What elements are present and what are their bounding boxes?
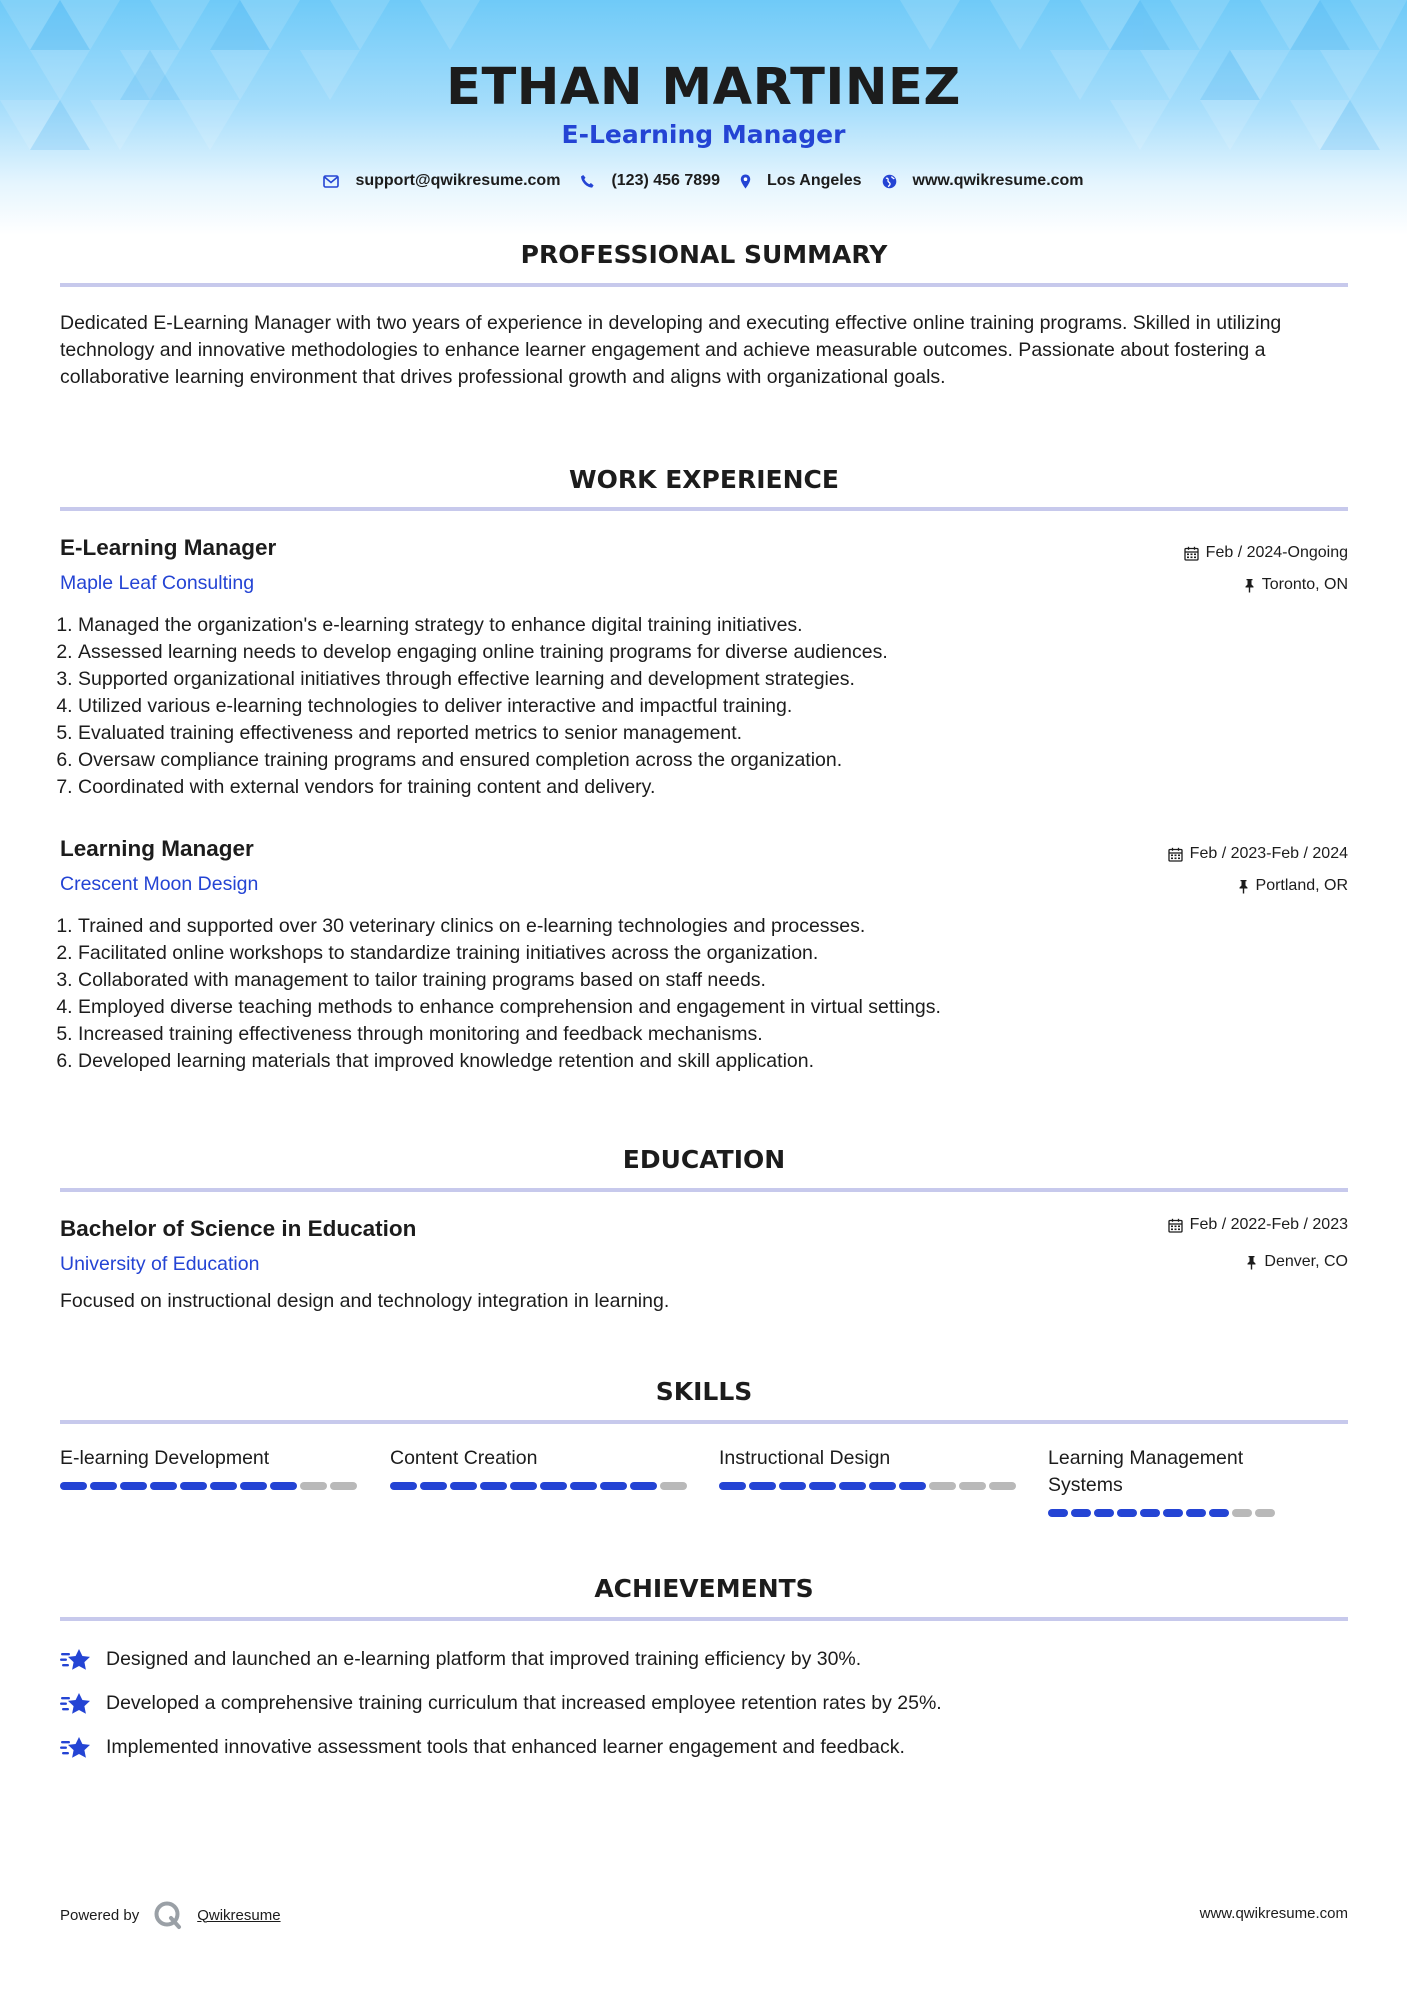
job-location [1238,877,1348,895]
skill-level-segment [180,1482,207,1490]
skill-level-segment [989,1482,1016,1490]
skill-level-segment [869,1482,896,1490]
skill-level-segment [570,1482,597,1490]
job-company: Maple Leaf Consulting [60,572,255,594]
job-location-text: Portland, OR [1255,877,1348,894]
skill-name: Learning Management Systems [1048,1447,1244,1496]
triangle-pattern [0,0,1407,235]
skill-level-segment [210,1482,237,1490]
summary-divider [60,283,1348,287]
candidate-role: E-Learning Manager [561,120,846,149]
achievement-item [60,1733,905,1761]
skill-level-segment [1094,1509,1114,1517]
skill-level-segment [1186,1509,1206,1517]
job-company: Crescent Moon Design [60,873,259,895]
calendar-icon [1184,546,1199,561]
star-icon [60,1733,94,1761]
skill-item [1048,1445,1278,1517]
job-dates-text: Feb / 2023-Feb / 2024 [1189,845,1348,862]
skill-level-segment [90,1482,117,1490]
degree-title: Bachelor of Science in Education [60,1216,417,1241]
contact-location [740,172,862,190]
skill-level-segment [1071,1509,1091,1517]
calendar-icon [1168,1218,1183,1233]
list-item: 1. Trained and supported over 30 veterinary clinics on e-learning technologies and processes. [78,913,1358,940]
star-icon [60,1645,94,1673]
job-dates-text: Feb / 2024-Ongoing [1205,544,1348,561]
skill-level-segment [480,1482,507,1490]
list-item: 2. Assessed learning needs to develop engaging online training programs for diverse audiences. [78,639,1358,666]
list-item: 4. Employed diverse teaching methods to enhance comprehension and engagement in virtual settings. [78,994,1358,1021]
skill-level-segment [1140,1509,1160,1517]
skill-item [60,1445,360,1490]
skill-level-segment [450,1482,477,1490]
skill-level-bar [390,1482,690,1490]
skill-level-segment [719,1482,746,1490]
envelope-icon [323,175,339,188]
job-location [1244,576,1348,594]
list-item: 5. Evaluated training effectiveness and reported metrics to senior management. [78,720,1358,747]
list-item: 4. Utilized various e-learning technologies to deliver interactive and impactful training. [78,693,1358,720]
education-heading: EDUCATION [622,1145,786,1174]
pushpin-icon [1246,1255,1257,1270]
candidate-name: ETHAN MARTINEZ [446,58,961,117]
skill-level-segment [899,1482,926,1490]
list-item: 6. Oversaw compliance training programs and ensured completion across the organization. [78,747,1358,774]
contact-phone[interactable] [580,172,720,190]
pushpin-icon [1238,879,1249,894]
footer-powered-by [60,1900,281,1930]
skill-item [719,1445,1019,1490]
education-location [1246,1253,1348,1271]
header-background [0,0,1407,235]
education-divider [60,1188,1348,1192]
footer-website[interactable]: www.qwikresume.com [1199,1905,1348,1922]
skill-level-segment [240,1482,267,1490]
achievement-text: Implemented innovative assessment tools that enhanced learner engagement and feedback. [106,1735,905,1758]
contact-email-text: support@qwikresume.com [355,172,561,189]
skill-level-segment [270,1482,297,1490]
job-title: Learning Manager [60,836,254,861]
education-location-text: Denver, CO [1264,1253,1348,1270]
map-pin-icon [740,174,751,189]
list-item: 7. Coordinated with external vendors for training content and delivery. [78,774,1358,801]
school-name: University of Education [60,1253,260,1275]
contact-location-text: Los Angeles [766,172,862,189]
skill-level-segment [1163,1509,1183,1517]
contact-phone-text: (123) 456 7899 [611,172,720,189]
qwikresume-link[interactable]: Qwikresume [197,1906,281,1924]
achievement-item [60,1689,942,1717]
education-description: Focused on instructional design and technology integration in learning. [60,1290,670,1312]
job-location-text: Toronto, ON [1261,576,1348,593]
achievements-divider [60,1617,1348,1621]
skill-name: E-learning Development [60,1447,270,1469]
skill-level-segment [779,1482,806,1490]
skill-level-segment [60,1482,87,1490]
skill-level-segment [1209,1509,1229,1517]
contact-website[interactable] [882,172,1084,190]
skill-level-segment [1232,1509,1252,1517]
achievements-heading: ACHIEVEMENTS [594,1574,814,1603]
skill-level-segment [839,1482,866,1490]
skill-level-segment [660,1482,687,1490]
job-dates [1168,845,1348,863]
skill-level-segment [420,1482,447,1490]
skill-level-segment [809,1482,836,1490]
skill-item [390,1445,690,1490]
contact-website-text: www.qwikresume.com [912,172,1084,189]
skill-name: Instructional Design [719,1447,891,1469]
skills-heading: SKILLS [655,1377,753,1406]
skill-name: Content Creation [390,1447,538,1469]
skill-level-segment [510,1482,537,1490]
skill-level-segment [330,1482,357,1490]
list-item: 6. Developed learning materials that improved knowledge retention and skill application. [78,1048,1358,1075]
skills-divider [60,1420,1348,1424]
skill-level-segment [1117,1509,1137,1517]
job-title: E-Learning Manager [60,535,277,560]
phone-icon [580,174,595,189]
skill-level-segment [1048,1509,1068,1517]
list-item: 3. Collaborated with management to tailor training programs based on staff needs. [78,967,1358,994]
pushpin-icon [1244,578,1255,593]
star-icon [60,1689,94,1717]
contact-email[interactable] [323,172,560,190]
job-bullets [60,913,1358,1075]
education-dates [1168,1216,1348,1234]
achievement-text: Designed and launched an e-learning platform that improved training efficiency by 30%. [106,1647,862,1670]
skill-level-segment [600,1482,627,1490]
skill-level-segment [300,1482,327,1490]
globe-icon [882,174,897,189]
skill-level-segment [749,1482,776,1490]
summary-text: Dedicated E-Learning Manager with two years of experience in developing and executing effective online training programs. Skilled in utilizing technology and innovative methodologies to enhance learner engagement and achieve measurable outcomes. Passionate about fostering a collaborative learning environment that drives professional growth and aligns with organizational goals. [60,312,1282,388]
calendar-icon [1168,847,1183,862]
skill-level-segment [150,1482,177,1490]
skill-level-segment [929,1482,956,1490]
education-dates-text: Feb / 2022-Feb / 2023 [1189,1216,1348,1233]
experience-heading: WORK EXPERIENCE [569,465,839,494]
skill-level-segment [630,1482,657,1490]
job-bullets [60,612,1358,801]
list-item: 2. Facilitated online workshops to standardize training initiatives across the organization. [78,940,1358,967]
job-dates [1184,544,1348,562]
list-item: 1. Managed the organization's e-learning strategy to enhance digital training initiatives. [78,612,1358,639]
skill-level-bar [60,1482,360,1490]
skill-level-segment [959,1482,986,1490]
skill-level-segment [390,1482,417,1490]
skill-level-segment [540,1482,567,1490]
skill-level-bar [719,1482,1019,1490]
summary-heading: PROFESSIONAL SUMMARY [520,240,888,269]
list-item: 5. Increased training effectiveness through monitoring and feedback mechanisms. [78,1021,1358,1048]
skill-level-segment [1255,1509,1275,1517]
achievement-item [60,1645,861,1673]
powered-by-label: Powered by [60,1906,140,1924]
skill-level-bar [1048,1509,1278,1517]
contact-bar [0,172,1407,190]
qwikresume-logo-icon [153,1900,183,1930]
skill-level-segment [120,1482,147,1490]
achievement-text: Developed a comprehensive training curriculum that increased employee retention rates by 25%. [106,1691,942,1714]
list-item: 3. Supported organizational initiatives through effective learning and development strategies. [78,666,1358,693]
experience-divider [60,507,1348,511]
